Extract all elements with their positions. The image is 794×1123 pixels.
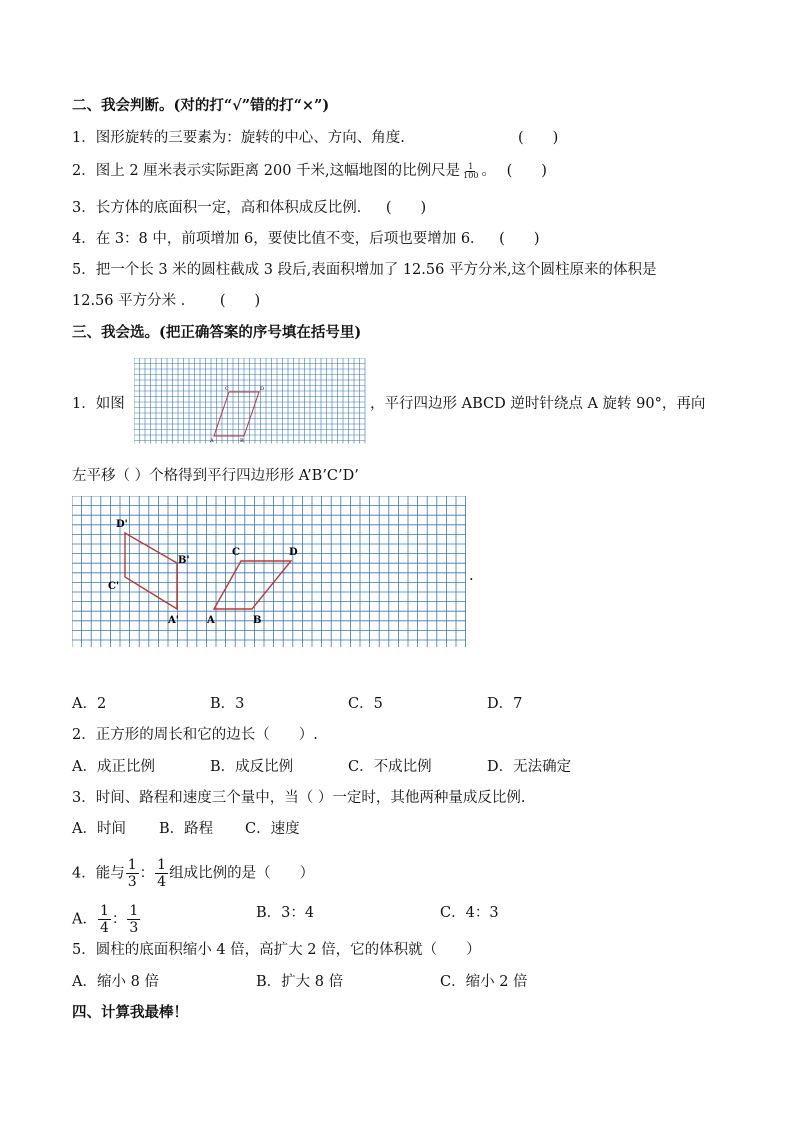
section-2-title: 二、我会判断。(对的打“√”错的打“×”)	[72, 97, 330, 114]
judge-item-3	[72, 198, 426, 218]
q5-option-b[interactable]: B．扩大 8 倍	[256, 974, 344, 990]
judge-item-1-text: 1．图形旋转的三要素为：旋转的中心、方向、角度.	[72, 130, 405, 146]
judge-item-5: 5．把一个长 3 米的圆柱截成 3 段后,表面积增加了 12.56 平方分米,这个圆柱原来的体积是	[72, 262, 657, 278]
judge-item-2-blank[interactable]: ( )	[506, 163, 547, 179]
q2-option-b[interactable]: B．成反比例	[210, 759, 294, 775]
judge-item-1	[72, 128, 559, 148]
choice-q1-suffix: ，平行四边形 ABCD 逆时针绕点 A 旋转 90°，再向	[370, 396, 706, 412]
big-label-b: B	[253, 615, 262, 626]
q4-fraction-2: $\frac{1}{4}$	[157, 857, 167, 890]
q2-option-a[interactable]: A．成正比例	[72, 759, 155, 775]
judge-item-4	[72, 229, 540, 249]
judge-item-5-blank[interactable]: ( )	[219, 293, 261, 309]
q3-option-c[interactable]: C．速度	[245, 821, 300, 837]
big-label-d: D	[289, 547, 298, 558]
q5-option-a[interactable]: A．缩小 8 倍	[72, 974, 159, 990]
q3-option-b[interactable]: B．路程	[159, 821, 214, 837]
small-label-b: B	[240, 438, 244, 444]
judge-item-4-text: 4．在 3：8 中，前项增加 6，要使比值不变，后项也要增加 6．	[72, 231, 485, 247]
q4-fraction-1: $\frac{1}{3}$	[127, 857, 137, 890]
q1-option-a[interactable]: A．2	[72, 696, 107, 712]
small-label-d: D	[260, 386, 265, 392]
choice-q5-text: 5．圆柱的底面积缩小 4 倍，高扩大 2 倍，它的体积就（ ）	[72, 942, 481, 958]
judge-item-5-cont: 12.56 平方分米 ． ( )	[72, 293, 261, 309]
judge-item-3-blank[interactable]: ( )	[385, 200, 427, 216]
q4-option-a-fraction-1: $\frac{1}{4}$	[99, 903, 109, 936]
q1-option-c[interactable]: C．5	[348, 696, 383, 712]
q4-option-b[interactable]: B．3：4	[256, 905, 315, 921]
q5-option-c[interactable]: C．缩小 2 倍	[440, 974, 528, 990]
judge-item-3-text: 3．长方体的底面积一定，高和体积成反比例．	[72, 200, 372, 216]
big-label-c2: C'	[108, 581, 120, 592]
choice-q1-cont: 左平移（ ）个格得到平行四边形形 A’B’C’D’	[72, 468, 359, 484]
q2-option-d[interactable]: D．无法确定	[487, 759, 572, 775]
big-label-a2: A'	[168, 615, 179, 626]
small-label-c: C	[225, 386, 229, 392]
section-4-title: 四、计算我最棒！	[72, 1004, 188, 1021]
big-grid-figure	[72, 496, 468, 648]
big-label-b2: B'	[178, 555, 190, 566]
q4-option-a[interactable]: A． $\frac{1}{4}$ ： $\frac{1}{3}$	[72, 903, 139, 936]
q4-option-a-fraction-2: $\frac{1}{3}$	[129, 903, 139, 936]
small-label-a: A	[210, 438, 214, 444]
judge-item-2-text: 2．图上 2 厘米表示实际距离 200 千米,这幅地图的比例尺是	[72, 163, 461, 179]
q3-option-a[interactable]: A．时间	[72, 821, 126, 837]
big-label-d2: D'	[116, 519, 128, 530]
choice-q1-prefix: 1．如图	[72, 396, 125, 412]
judge-item-2: 2．图上 2 厘米表示实际距离 200 千米,这幅地图的比例尺是 $\frac{1}{100}$ 。 ( )	[72, 161, 547, 180]
choice-q4-text: 4．能与 $\frac{1}{3}$ ： $\frac{1}{4}$ 组成比例的是（ ）	[72, 857, 315, 890]
q4-option-c[interactable]: C．4：3	[440, 905, 499, 921]
scale-fraction: $\frac{1}{100}$	[463, 161, 479, 180]
judge-item-1-blank[interactable]: ( )	[518, 130, 559, 146]
rotated-parallelogram	[125, 533, 177, 609]
judge-item-4-blank[interactable]: ( )	[499, 231, 540, 247]
big-label-a: A	[207, 615, 215, 626]
q1-option-b[interactable]: B．3	[210, 696, 245, 712]
big-label-c: C	[232, 547, 240, 558]
choice-q2-text: 2．正方形的周长和它的边长（ ）.	[72, 727, 318, 743]
section-3-title: 三、我会选。(把正确答案的序号填在括号里)	[72, 324, 362, 341]
choice-q3-text: 3．时间、路程和速度三个量中，当（ ）一定时，其他两种量成反比例.	[72, 790, 526, 806]
figure-dot: .	[469, 568, 474, 584]
q2-option-c[interactable]: C．不成比例	[348, 759, 432, 775]
q1-option-d[interactable]: D．7	[487, 696, 523, 712]
small-grid-figure	[134, 358, 366, 444]
